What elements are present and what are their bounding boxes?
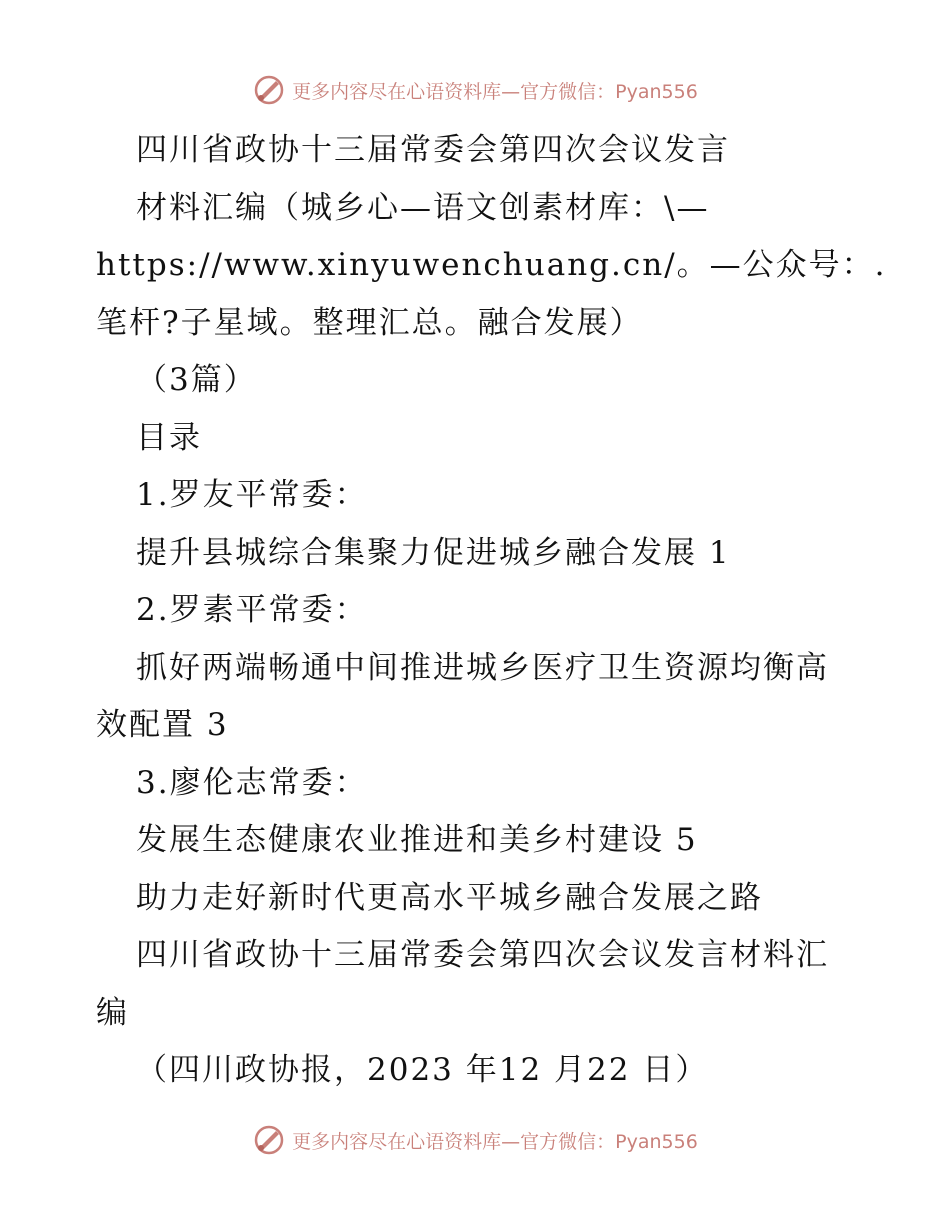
source-line: （四川政协报，2023 年12 月22 日） [136,1052,709,1088]
document-body [96,122,887,1100]
text-line: （3篇） [136,362,257,398]
toc-item: 抓好两端畅通中间推进城乡医疗卫生资源均衡高 [136,649,829,686]
toc-item: 1.罗友平常委： [136,477,368,513]
toc-item: 效配置 3 [96,707,229,743]
text-line: 四川省政协十三届常委会第四次会议发言 [136,132,730,168]
text-line: 编 [96,994,129,1031]
watermark-text: 更多内容尽在心语资料库—官方微信：Pyan556 [292,80,698,103]
header-watermark [0,70,950,110]
text-line: 笔杆?子星域。整理汇总。融合发展） [96,304,643,341]
pen-logo-icon [252,73,286,107]
text-line: 材料汇编（城乡心—语文创素材库：\— [136,189,710,226]
pen-logo-icon [252,1123,286,1157]
text-line: 四川省政协十三届常委会第四次会议发言材料汇 [136,937,829,973]
text-line: 助力走好新时代更高水平城乡融合发展之路 [136,879,763,916]
toc-item: 3.廖伦志常委： [136,764,368,801]
text-line: https://www.xinyuwenchuang.cn/。—公众号：. [96,247,887,283]
watermark-text: 更多内容尽在心语资料库—官方微信：Pyan556 [292,1130,698,1153]
toc-item: 发展生态健康农业推进和美乡村建设 5 [136,822,698,858]
toc-item: 提升县城综合集聚力促进城乡融合发展 1 [136,534,731,571]
toc-heading: 目录 [136,419,202,456]
footer-watermark [0,1120,950,1160]
toc-item: 2.罗素平常委： [136,592,368,628]
